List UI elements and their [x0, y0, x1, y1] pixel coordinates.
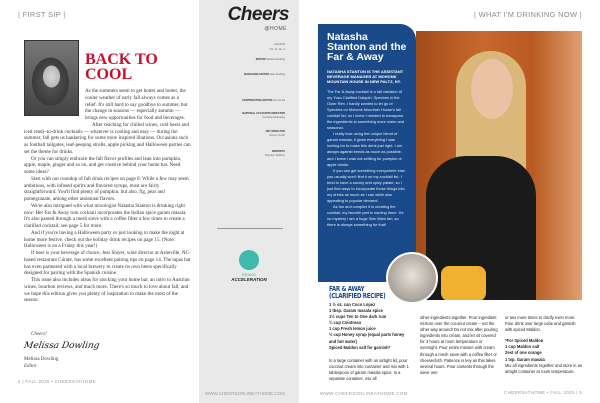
title-line: BACK TO	[85, 51, 158, 68]
ingredient: 1 cup Fresh lemon juice	[329, 326, 376, 332]
role: EDITOR	[255, 58, 266, 61]
paragraph: If beer is your beverage of choice, Jess Slayer, wine director at Asheville, NC-based restaurant Cúrate, has some excellent pairing tips on page 14. The tapas bar has even partnered with a local brewery to create its own beers specifically designed for pairing with the Spanish cuisine.	[24, 250, 191, 277]
page-footer-right: CHEERSATHOME • FALL 2025 | 5	[504, 390, 582, 395]
ingredient: ¾ cup Cointreau	[329, 320, 362, 326]
masthead-entry	[201, 99, 285, 103]
page-footer-left: 4 | FALL 2025 • CHEERSATHOME	[18, 379, 96, 384]
name: Kate Dowling	[269, 73, 285, 76]
paragraph: After reaching for chilled wines, cold beers and iced ready-to-drink cocktails — whatever is cooling and easy — during the summer, fall gets us hankering for some more inspired libations. Occasions such as football tailgates, leaf-peeping strolls, apple picking and Halloween parties can set the theme for drinks.	[24, 121, 191, 155]
section-label: | FIRST SIP |	[18, 10, 66, 19]
masthead-footer: WWW.CHEERSONLINEATHOME.COM	[205, 391, 285, 396]
paragraph: If you can get something everywhere else, you usually won't find it on my cocktail list. I tend to have a savory and spicy palate, so I just find ways to incorporate those things into my drinks as much as I can while also appealing to popular demand.	[327, 167, 406, 203]
paragraph: This issue also includes ideas for stocking your home bar, an intro to Austrian wines, bourbon reviews, and much more. There's so much to love about fall, and we hope this edition gives you plenty of inspiration to make the most of the season.	[24, 277, 190, 304]
ingredient: 1 tbsp. Garam masala spice	[329, 308, 383, 314]
cheers-logo: Cheers	[227, 4, 289, 25]
brand-label: BRAND	[241, 272, 256, 277]
masthead-entry	[201, 73, 285, 77]
ingredient: 1 tsp. Garam masala	[505, 356, 545, 362]
ingredient: 1 cup Maldon salt	[505, 344, 540, 350]
brand-label: ACCELERATION	[231, 277, 267, 282]
divider	[217, 228, 283, 229]
ingredient-list	[329, 302, 409, 351]
instructions: In a large container with an airtight lid, pour coconut cream into container and mix with 1 tablespoon of garam masala spice. In a separate container, mix all	[329, 358, 409, 382]
recipe-title	[329, 286, 385, 300]
instructions-and-salt-recipe	[505, 315, 583, 375]
signoff: Cheers!	[31, 332, 47, 337]
name: Melissa Dowling	[266, 58, 285, 61]
name: Brandon Wolfson	[265, 153, 285, 157]
profile-title: Natasha Stanton and the Far & Away	[327, 31, 407, 63]
page-footer-url: WWW.CHEERSONLINEATHOME.COM	[320, 391, 408, 396]
masthead-column	[199, 0, 299, 403]
paragraph: As fun and complex it is creating the cocktail, my favorite part is naming them. It's no mystery I am a huge Star Wars fan, so there is always something for that!	[327, 203, 404, 228]
bartender-photo	[416, 31, 582, 300]
paragraph: The Far & Away cocktail is a fall variation of my Yuzu Clarified Daiquiri, Spectres in the Outer Rim. I hardly wanted to let go of Spectres on Mohonk Mountain House's fall cocktail list, so I knew I needed to transpose the ingredients to something more warm and seasonal.	[327, 89, 404, 131]
masthead-entry	[201, 112, 285, 119]
role: MANAGING EDITOR	[244, 73, 269, 76]
role: CONTRIBUTING EDITOR	[242, 99, 273, 102]
masthead-entry	[201, 130, 285, 137]
editor-letter-body	[24, 88, 191, 304]
role: REPRINTS	[271, 150, 285, 153]
ingredient: Zest of one orange	[505, 350, 542, 356]
salt-title: *For Spiced Maldon	[505, 338, 544, 344]
profile-subtitle: NATASHA STANTON IS THE ASSISTANT BEVERAGE MANAGER AT MOHONK MOUNTAIN HOUSE IN NEW PALTZ, NY.	[327, 69, 404, 84]
instructions: or two more times to clarify even more. Pour drink over large cube and garnish with spiced Maldon.	[505, 315, 576, 333]
article-title	[85, 52, 158, 82]
role: NATIONAL ACCOUNTS DIRECTOR	[242, 112, 285, 115]
issue-volume: Vol. 11, No. 3	[269, 48, 285, 51]
paragraph: I really love using the unique blend of garam masala, it gives everything I was looking for to make this drink just right. I am always against trends as much as possible, and I knew I was not settling for pumpkin or apple drinks.	[327, 131, 403, 167]
author-title: Editor	[24, 364, 37, 369]
logo-subtitle: @HOME	[264, 26, 287, 32]
name: Jeremy Smith	[269, 133, 285, 137]
title-line: COOL	[85, 66, 133, 83]
title-line: (CLARIFIED RECIPE)	[329, 291, 386, 300]
ingredient: Spiced Maldon salt for garnish*	[329, 344, 391, 350]
cocktail-closeup-photo	[386, 252, 438, 304]
instructions: other ingredients together. Pour ingredient mixture over the coconut cream – not the other way around! Do not mix after pouring ingredients into cream, and let sit covered for 3 hours at room temperature or overnight. Pour entire mixture with cream through a mesh sieve with a coffee filter or cheesecloth. Patience is key as this takes several hours. Pour contents through the sieve one	[420, 315, 498, 375]
author-name: Melissa Dowling	[24, 357, 59, 362]
masthead-entry	[201, 58, 285, 62]
profile-box	[318, 24, 416, 282]
paragraph: We're also intrigued with what mixologist Natasha Stanton is drinking right now: Her Far & Away rum cocktail incorporates the Indian spice garam masala. It's also passed through a mesh sieve with a coffee filter a few times to create a clarified cocktail; see page 5 for more.	[24, 202, 187, 229]
name: Kimberly Eisenberg	[262, 115, 285, 119]
ingredient: 1 ½ oz. can Coco Lopez	[329, 302, 376, 307]
paragraph: Start with our roundup of fall drink recipes on page 8. While a few may seem ambitious, with infused spirits and flavored syrups, most are fairly straightforward. You'll find plenty of pumpkin, but also, fig, pear and pomegranate, among other autumnal flavors.	[24, 175, 189, 202]
issue-date: Fall 2025	[274, 43, 285, 46]
brand-acceleration-logo-icon	[239, 250, 259, 270]
section-label: | WHAT I'M DRINKING NOW |	[474, 10, 582, 19]
name: Dennis Ek	[273, 99, 285, 102]
paragraph: Or you can simply embrace the fall flavor profiles and lean into pumpkin, apple, maple, ginger and so on, and get creative behind your home bar. Need some ideas?	[24, 155, 182, 175]
paragraph: As the summers seem to get hotter and hotter, the cooler weather of early fall always comes as a relief. It's still hard to say goodbye to summer, but the change in seasons — especially autumn — brings new opportunities for food and beverages.	[85, 88, 188, 121]
ingredient: ½ cup Honey syrup (equal parts honey and hot water)	[329, 332, 405, 344]
title-line: FAR & AWAY	[329, 285, 365, 293]
role: ART DIRECTOR	[265, 130, 285, 133]
ingredient: 1½ cups Ten to One dark rum	[329, 314, 387, 320]
masthead-entry	[201, 150, 285, 157]
paragraph: And if you're having a Halloween party or just looking to make the night at home more festive, check out the holiday drink recipes on page 15. (Note: Halloween is on a Friday this year!)	[24, 229, 185, 250]
salt-instructions: Mix all ingredients together and store in an airtight container at room temperature.	[505, 362, 583, 374]
signature: Melissa Dowling	[23, 341, 101, 351]
